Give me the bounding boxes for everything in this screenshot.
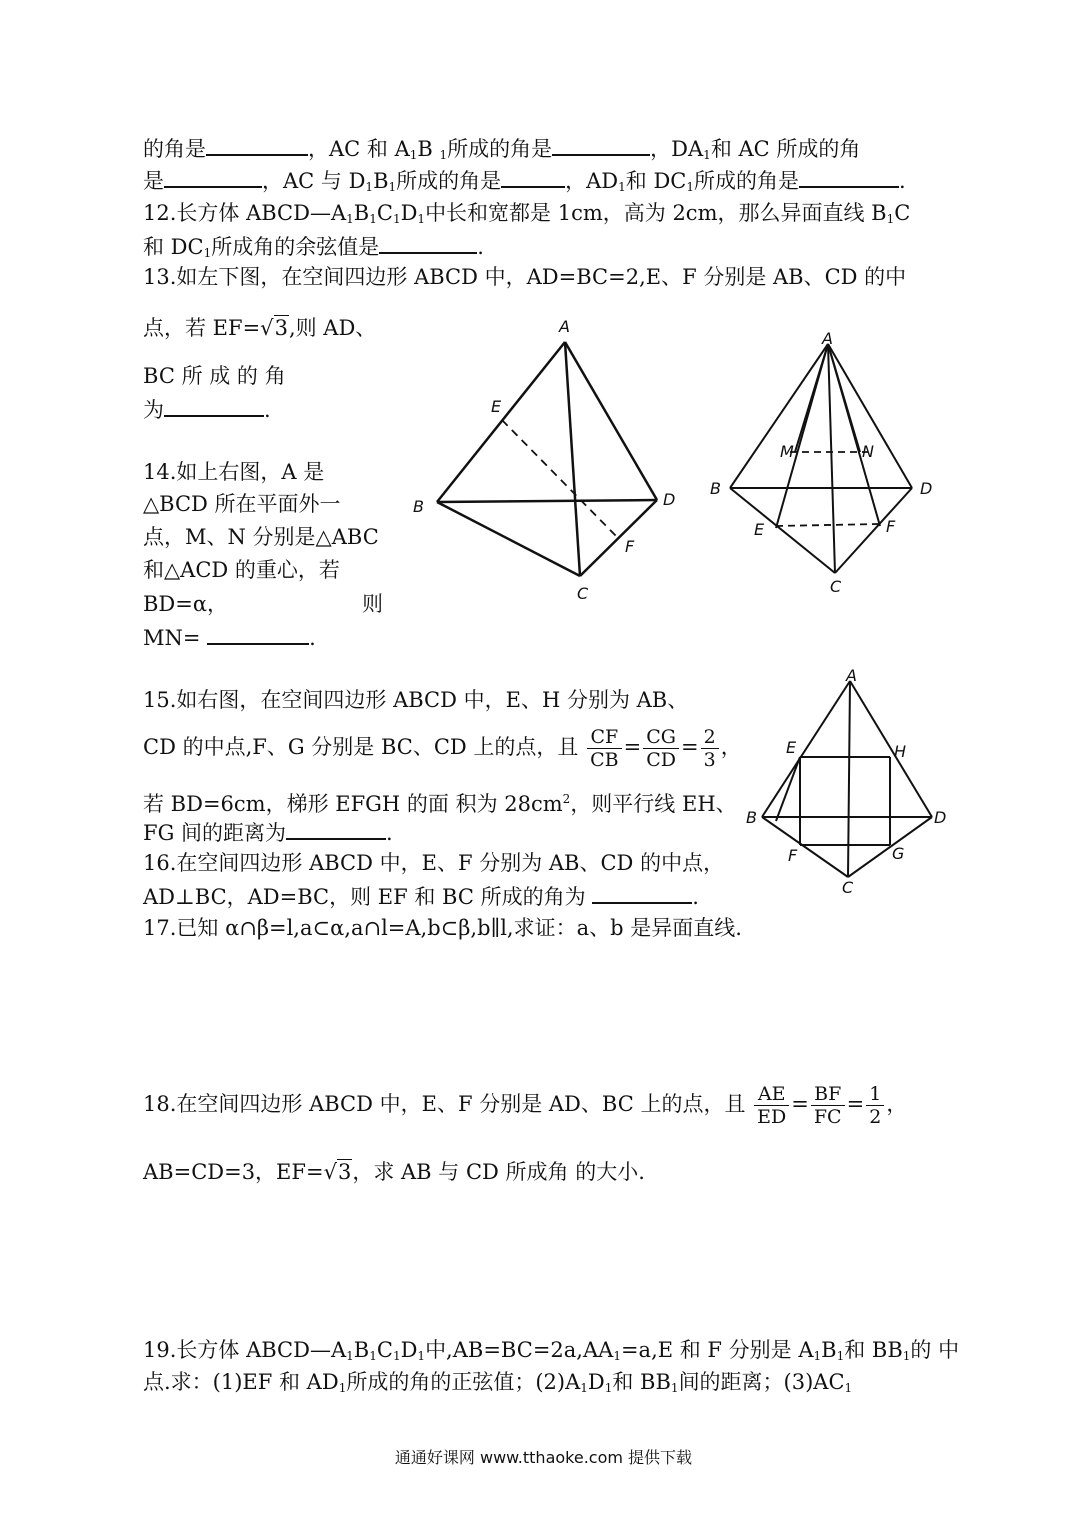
question-18-line-2: AB=CD=3，EF=√3，求 AB 与 CD 所成角 的大小. bbox=[143, 1157, 645, 1187]
answer-blank bbox=[501, 164, 565, 188]
answer-blank bbox=[379, 230, 477, 254]
answer-blank bbox=[206, 132, 308, 156]
vertex-label: E bbox=[786, 738, 797, 757]
sqrt-expression: √3 bbox=[323, 1160, 352, 1184]
fraction: $\frac{2}{3}$ bbox=[701, 726, 719, 771]
answer-blank bbox=[592, 880, 692, 904]
vertex-label: C bbox=[577, 584, 589, 603]
vertex-label: G bbox=[892, 844, 905, 863]
question-19-line-2: 点.求：(1)EF 和 $AD_1$所成的角的正弦值；$(2)A_1D_1$和 $BB_1$间的距离；$(3)AC_1$ bbox=[143, 1370, 853, 1395]
vertex-label: A bbox=[559, 317, 570, 336]
question-16-line-1: 16.在空间四边形 ABCD 中，E、F 分别为 AB、CD 的中点， bbox=[143, 851, 725, 875]
vertex-label: C bbox=[842, 878, 854, 897]
vertex-label: A bbox=[846, 666, 857, 685]
question-14-line-5: BD=α， 则 bbox=[143, 592, 383, 616]
vertex-label: N bbox=[862, 442, 874, 461]
vertex-label: D bbox=[920, 479, 933, 498]
vertex-label: F bbox=[625, 537, 635, 556]
answer-blank bbox=[286, 816, 386, 840]
question-12-line-2: 和 $DC_1$所成角的余弦值是 . bbox=[143, 230, 484, 268]
answer-blank bbox=[207, 621, 309, 645]
tetrahedron-figure-2 bbox=[700, 328, 950, 598]
question-15-line-3: 若 BD=6cm，梯形 EFGH 的面 积为 $28cm^2$，则平行线 EH、 bbox=[143, 792, 737, 816]
fraction: $\frac{CG}{CD}$ bbox=[643, 726, 679, 771]
question-13-line-1: 13.如左下图，在空间四边形 ABCD 中，AD=BC=2,E、F 分别是 AB、CD 的中 bbox=[143, 265, 907, 289]
vertex-label: D bbox=[934, 808, 947, 827]
question-19-line-1: 19.长方体 $ABCD—A_1B_1C_1D_1$中$,AB=BC=2a,AA_1=a,E$ 和 F 分别是 $A_1B_1$和 $BB_1$的 中 bbox=[143, 1338, 960, 1363]
answer-blank bbox=[164, 393, 264, 417]
vertex-label: D bbox=[663, 490, 676, 509]
answer-blank bbox=[164, 164, 262, 188]
fraction: $\frac{1}{2}$ bbox=[866, 1083, 884, 1128]
vertex-label: E bbox=[754, 520, 765, 539]
text-line-1: 的角是 ，AC 和 $A_1B$ $_1$所成的角是 ，$DA_1$和 AC 所成的角 bbox=[143, 132, 860, 170]
answer-blank bbox=[799, 164, 899, 188]
text-line-2: 是 ，AC 与 $D_1B_1$所成的角是 ，$AD_1$和 $DC_1$所成的角是 . bbox=[143, 164, 906, 202]
question-13-line-2: 点，若 EF=√3,则 AD、 bbox=[143, 313, 376, 343]
question-14-line-2: △BCD 所在平面外一 bbox=[143, 492, 341, 516]
question-15-line-2: CD 的中点,F、G 分别是 BC、CD 上的点，且 $\frac{CF}{CB}$ = $\frac{CG}{CD}$ = $\frac{2}{3}$ ， bbox=[143, 726, 742, 771]
vertex-label: C bbox=[830, 577, 842, 596]
question-16-line-2: AD⊥BC，AD=BC，则 EF 和 BC 所成的角为 . bbox=[143, 880, 699, 912]
tetrahedron-figure-1 bbox=[405, 310, 695, 610]
fraction: $\frac{AE}{ED}$ bbox=[754, 1083, 789, 1128]
vertex-label: E bbox=[491, 397, 502, 416]
sqrt-expression: √3 bbox=[260, 316, 288, 340]
answer-blank bbox=[552, 132, 650, 156]
question-15-line-1: 15.如右图，在空间四边形 ABCD 中，E、H 分别为 AB、 bbox=[143, 688, 689, 712]
vertex-label: A bbox=[822, 329, 833, 348]
vertex-label: B bbox=[746, 808, 757, 827]
vertex-label: B bbox=[413, 497, 424, 516]
question-12-line-1: 12.长方体 $ABCD—A_1B_1C_1D_1$中长和宽都是 1cm，高为 2cm，那么异面直线 $B_1C$ bbox=[143, 201, 911, 226]
page-footer: 通通好课网 www.tthaoke.com 提供下载 bbox=[394, 1448, 693, 1467]
question-14-line-3: 点，M、N 分别是△ABC bbox=[143, 525, 379, 549]
vertex-label: B bbox=[710, 479, 721, 498]
question-13-line-3: BC 所 成 的 角 bbox=[143, 364, 286, 388]
question-17: 17.已知 α∩β=l,a⊂α,a∩l=A,b⊂β,b∥l,求证：a、b 是异面直线. bbox=[143, 916, 742, 940]
space-quadrilateral-figure bbox=[740, 665, 950, 900]
question-14-line-6: MN= . bbox=[143, 621, 316, 653]
fraction: $\frac{BF}{FC}$ bbox=[811, 1083, 845, 1128]
question-14-line-4: 和△ACD 的重心，若 bbox=[143, 558, 340, 582]
vertex-label: F bbox=[788, 846, 798, 865]
vertex-label: F bbox=[886, 517, 896, 536]
vertex-label: H bbox=[894, 742, 907, 761]
vertex-label: M bbox=[780, 442, 794, 461]
fraction: $\frac{CF}{CB}$ bbox=[587, 726, 622, 771]
question-18-line-1: 18.在空间四边形 ABCD 中，E、F 分别是 AD、BC 上的点，且 $\frac{AE}{ED}$ = $\frac{BF}{FC}$ = $\frac{1}{2}$ ， bbox=[143, 1083, 908, 1128]
question-14-line-1: 14.如上右图，A 是 bbox=[143, 460, 325, 484]
question-13-line-4: 为 . bbox=[143, 393, 271, 425]
question-15-line-4: FG 间的距离为 . bbox=[143, 816, 393, 848]
